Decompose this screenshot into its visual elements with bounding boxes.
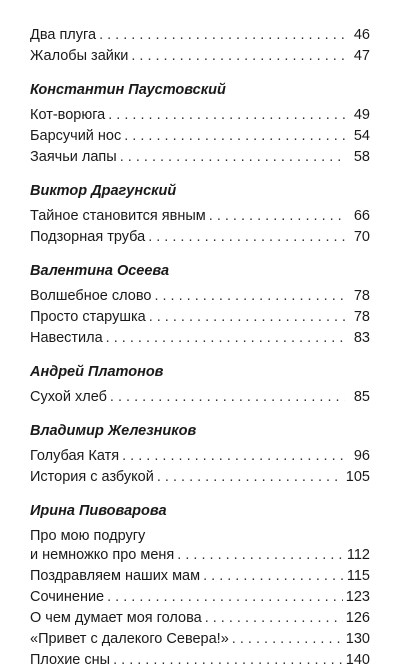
toc-entry-page: 96 [353,448,370,464]
toc-entry-title: Барсучий нос [30,128,122,144]
toc-leader-dots [205,609,343,628]
toc-entry[interactable] [30,609,370,628]
toc-entry[interactable] [30,47,370,66]
toc-entry-page: 123 [345,589,370,605]
toc-entry-title: «Привет с далекого Севера!» [30,631,229,647]
toc-entry-title: Подзорная труба [30,229,146,245]
toc-section-top [30,26,370,66]
toc-entry-page: 49 [353,107,370,123]
toc-entry-title-line1[interactable]: Про мою подругу [30,528,146,544]
toc-entry-title: Навестила [30,330,103,346]
toc-entry[interactable] [30,127,370,146]
toc-entry[interactable] [30,651,370,670]
toc-entry-page: 85 [353,389,370,405]
toc-section-dragunsky [30,182,370,247]
toc-section-pivovarova [30,502,370,670]
toc-leader-dots [232,630,343,649]
toc-leader-dots [108,106,345,125]
toc-entry-page: 66 [353,208,370,224]
toc-leader-dots [203,567,344,586]
author-heading: Константин Паустовский [30,82,226,98]
toc-entry-title: Голубая Катя [30,448,120,464]
toc-entry-page: 105 [345,469,370,485]
toc-leader-dots [99,26,345,45]
author-heading: Владимир Железников [30,423,197,439]
toc-leader-dots [148,228,345,247]
toc-entry[interactable] [30,26,370,45]
toc-entry-page: 83 [353,330,370,346]
toc-entry-title: Поздравляем наших мам [30,568,201,584]
toc-entry-title: Просто старушка [30,309,146,325]
toc-entry-page: 78 [353,309,370,325]
author-heading: Андрей Платонов [30,364,164,380]
toc-entry[interactable] [30,468,370,487]
toc-entry-page: 70 [353,229,370,245]
toc-entry[interactable] [30,447,370,466]
toc-leader-dots [113,651,343,670]
toc-entry[interactable] [30,148,370,167]
toc-entry-title: Кот-ворюга [30,107,106,123]
toc-entry-title: Сухой хлеб [30,389,107,405]
toc-entry-page: 140 [345,652,370,668]
toc-entry-title: Жалобы зайки [30,48,129,64]
toc-entry[interactable] [30,228,370,247]
toc-entry-page: 46 [353,27,370,43]
toc-leader-dots [120,148,345,167]
toc-entry-page: 54 [353,128,370,144]
toc-entry-page: 47 [353,48,370,64]
toc-entry-title: Два плуга [30,27,97,43]
toc-entry[interactable] [30,308,370,327]
toc-entry-page: 58 [353,149,370,165]
toc-entry-title: и немножко про меня [30,547,175,563]
toc-entry[interactable] [30,630,370,649]
toc-leader-dots [106,329,345,348]
author-heading: Валентина Осеева [30,263,170,279]
toc-entry-page: 78 [353,288,370,304]
toc-section-paustovsky [30,81,370,167]
author-heading: Виктор Драгунский [30,183,177,199]
toc-entry-page: 126 [345,610,370,626]
toc-leader-dots [107,588,343,607]
toc-entry-page: 115 [346,568,370,584]
toc-entry-title: Плохие сны [30,652,111,668]
toc-section-oseeva [30,262,370,348]
table-of-contents [30,26,370,670]
toc-entry[interactable] [30,106,370,125]
toc-entry[interactable] [30,567,370,586]
toc-leader-dots [122,447,345,466]
toc-leader-dots [110,388,345,407]
toc-entry-title: Волшебное слово [30,288,152,304]
toc-leader-dots [124,127,345,146]
toc-entry[interactable] [30,329,370,348]
toc-entry[interactable] [30,207,370,226]
toc-leader-dots [157,468,343,487]
toc-entry-title: История с азбукой [30,469,154,485]
toc-leader-dots [209,207,345,226]
toc-entry-page: 130 [345,631,370,647]
toc-entry-title: Тайное становится явным [30,208,206,224]
toc-entry[interactable] [30,287,370,306]
toc-leader-dots [149,308,345,327]
toc-entry[interactable] [30,388,370,407]
toc-section-zheleznikov [30,422,370,487]
toc-leader-dots [154,287,345,306]
toc-entry-title: Сочинение [30,589,105,605]
toc-entry-title: О чем думает моя голова [30,610,202,626]
toc-leader-dots [177,546,344,565]
toc-entry[interactable] [30,588,370,607]
toc-entry[interactable] [30,546,370,565]
toc-leader-dots [131,47,345,66]
toc-entry-page: 112 [346,547,370,563]
toc-entry-title: Заячьи лапы [30,149,117,165]
toc-section-platonov [30,363,370,407]
author-heading: Ирина Пивоварова [30,503,167,519]
